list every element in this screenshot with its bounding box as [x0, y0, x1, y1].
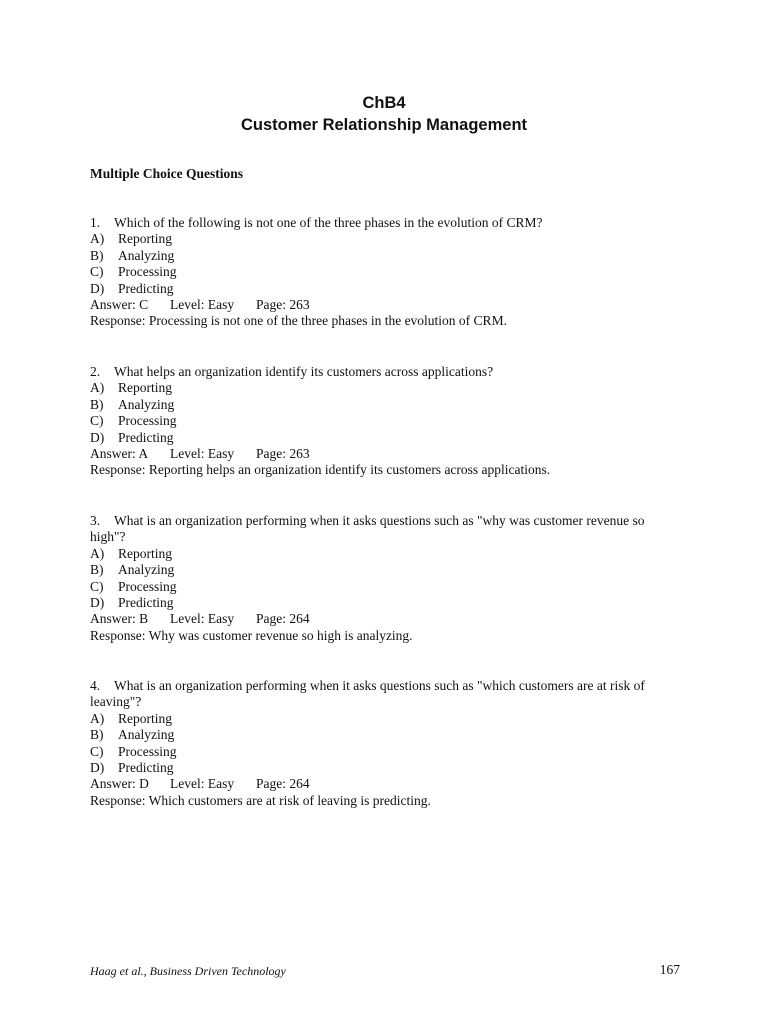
- option-d: [90, 760, 680, 776]
- option-letter: D): [90, 429, 105, 445]
- response-text: Response: Processing is not one of the three phases in the evolution of CRM.: [90, 313, 507, 329]
- answer-line: [90, 611, 680, 627]
- question-stem: [90, 364, 680, 380]
- option-text: Reporting: [118, 380, 172, 396]
- option-text: Processing: [118, 413, 177, 429]
- page-title: Customer Relationship Management: [240, 116, 528, 134]
- option-d: [90, 281, 680, 297]
- option-letter: C): [90, 578, 104, 594]
- option-letter: A): [90, 380, 105, 396]
- question-2: [90, 364, 680, 479]
- option-letter: B): [90, 396, 104, 412]
- option-a: [90, 546, 680, 562]
- option-letter: B): [90, 247, 104, 263]
- question-stem: [90, 215, 680, 231]
- answer-label: Answer: A: [90, 446, 149, 462]
- page-label: Page: 263: [256, 446, 310, 462]
- option-b: [90, 562, 680, 578]
- option-text: Analyzing: [118, 727, 175, 743]
- question-number: 2.: [90, 364, 101, 379]
- question-3: [90, 513, 680, 644]
- option-text: Reporting: [118, 710, 172, 726]
- level-label: Level: Easy: [170, 611, 235, 627]
- option-letter: D): [90, 280, 105, 296]
- question-stem: [90, 678, 680, 711]
- question-number: 4.: [90, 678, 101, 693]
- option-letter: C): [90, 743, 104, 759]
- option-letter: C): [90, 264, 104, 280]
- level-label: Level: Easy: [170, 446, 235, 462]
- response-text: Response: Reporting helps an organization identify its customers across applications.: [90, 462, 551, 478]
- answer-label: Answer: C: [90, 297, 149, 313]
- question-number: 3.: [90, 513, 101, 528]
- answer-line: [90, 446, 680, 462]
- option-letter: D): [90, 760, 105, 776]
- option-letter: A): [90, 710, 105, 726]
- option-letter: B): [90, 727, 104, 743]
- option-c: [90, 744, 680, 760]
- question-stem: [90, 513, 680, 546]
- option-b: [90, 248, 680, 264]
- option-a: [90, 231, 680, 247]
- section-title: Multiple Choice Questions: [90, 166, 244, 181]
- question-4: [90, 678, 680, 809]
- answer-label: Answer: B: [90, 611, 149, 627]
- question-text: What is an organization performing when it asks questions such as "why was customer revenue so high"?: [90, 513, 645, 545]
- option-letter: A): [90, 545, 105, 561]
- option-text: Processing: [118, 578, 177, 594]
- option-text: Processing: [118, 743, 177, 759]
- answer-line: [90, 776, 680, 792]
- question-text: What helps an organization identify its customers across applications?: [114, 364, 494, 379]
- response-text: Response: Which customers are at risk of leaving is predicting.: [90, 792, 431, 808]
- option-letter: B): [90, 562, 104, 578]
- option-letter: C): [90, 413, 104, 429]
- option-b: [90, 397, 680, 413]
- answer-label: Answer: D: [90, 776, 149, 792]
- option-text: Predicting: [118, 429, 174, 445]
- level-label: Level: Easy: [170, 776, 235, 792]
- page-label: Page: 263: [256, 297, 310, 313]
- page-number: 167: [659, 962, 680, 977]
- option-letter: D): [90, 595, 105, 611]
- option-d: [90, 595, 680, 611]
- option-text: Analyzing: [118, 396, 175, 412]
- option-text: Predicting: [118, 760, 174, 776]
- option-a: [90, 380, 680, 396]
- option-d: [90, 430, 680, 446]
- page-label: Page: 264: [256, 611, 310, 627]
- option-letter: A): [90, 231, 105, 247]
- question-1: [90, 215, 680, 330]
- option-a: [90, 711, 680, 727]
- option-text: Reporting: [118, 231, 172, 247]
- option-text: Reporting: [118, 545, 172, 561]
- response-text: Response: Why was customer revenue so high is analyzing.: [90, 627, 413, 643]
- option-text: Analyzing: [118, 562, 175, 578]
- level-label: Level: Easy: [170, 297, 235, 313]
- option-c: [90, 264, 680, 280]
- footer-source: Haag et al., Business Driven Technology: [90, 964, 286, 978]
- chapter-label: ChB4: [362, 94, 406, 112]
- option-text: Analyzing: [118, 247, 175, 263]
- option-c: [90, 579, 680, 595]
- answer-line: [90, 297, 680, 313]
- option-text: Predicting: [118, 280, 174, 296]
- question-text: Which of the following is not one of the three phases in the evolution of CRM?: [114, 215, 543, 230]
- page-label: Page: 264: [256, 776, 310, 792]
- question-number: 1.: [90, 215, 101, 230]
- option-b: [90, 727, 680, 743]
- option-text: Predicting: [118, 595, 174, 611]
- option-c: [90, 413, 680, 429]
- option-text: Processing: [118, 264, 177, 280]
- question-text: What is an organization performing when it asks questions such as "which customers are at risk of leaving"?: [90, 678, 645, 710]
